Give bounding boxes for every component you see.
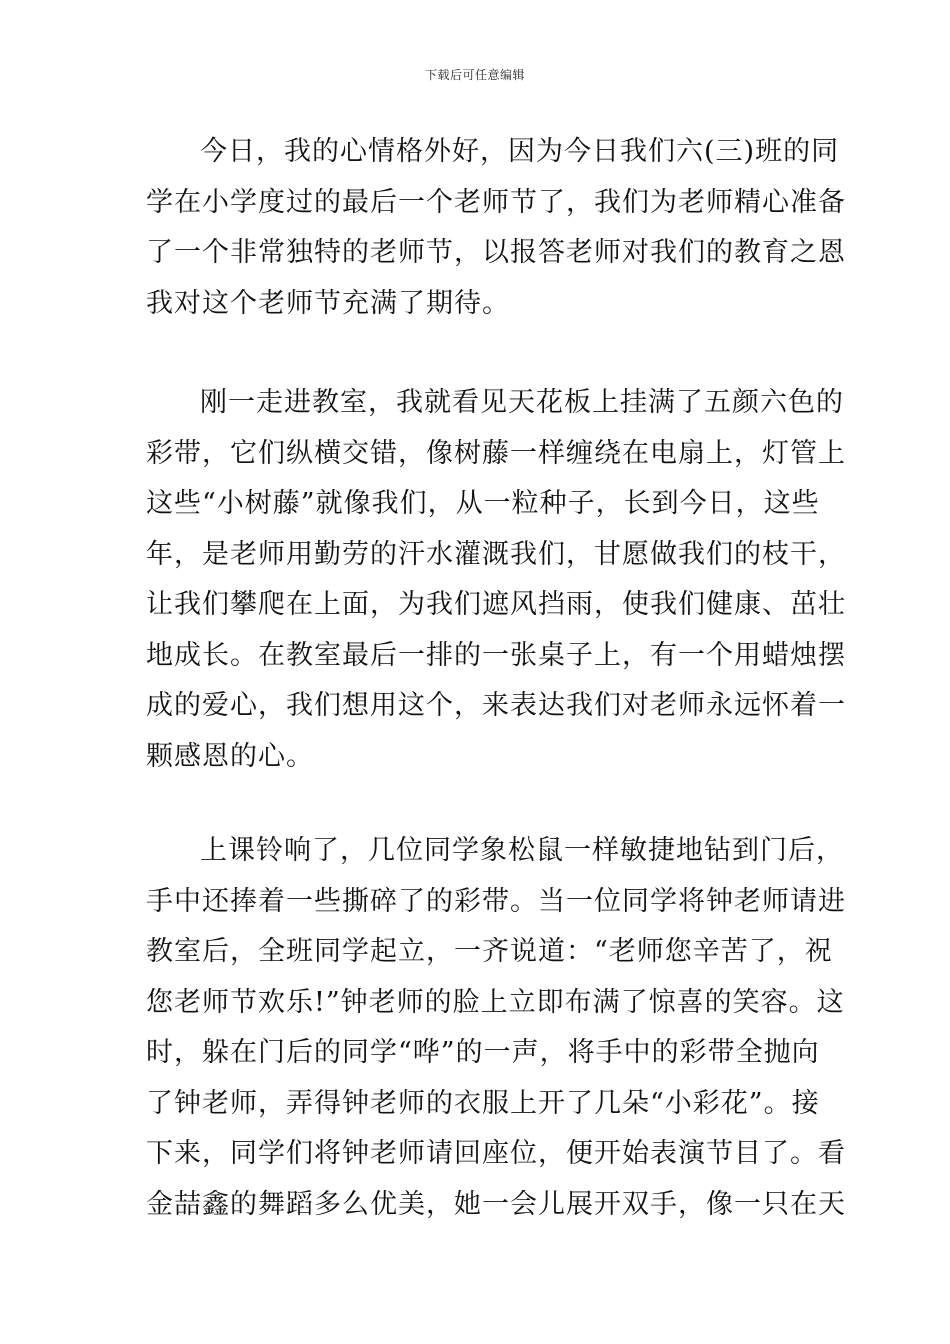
text-line: 让我们攀爬在上面，为我们遮风挡雨，使我们健康、茁壮 [146,589,846,620]
text-line: 了钟老师，弄得钟老师的衣服上开了几朵“小彩花”。接 [146,1087,820,1119]
text-line: 了一个非常独特的老师节，以报答老师对我们的教育之恩 [146,237,846,268]
paragraph-1 [146,127,846,329]
page-header: 下载后可任意编辑 [424,68,525,82]
text-line: 下来，同学们将钟老师请回座位，便开始表演节目了。看 [146,1138,846,1169]
text-line: 这些“小树藤”就像我们，从一粒种子，长到今日，这些 [146,488,820,519]
text-line: 学在小学度过的最后一个老师节了，我们为老师精心准备 [146,186,846,218]
text-line: 颗感恩的心。 [146,740,314,772]
text-line: 刚一走进教室，我就看见天花板上挂满了五颜六色的 [200,387,844,418]
text-line: 成的爱心，我们想用这个，来表达我们对老师永远怀着一 [146,690,846,721]
text-line: 年，是老师用勤劳的汗水灌溉我们，甘愿做我们的枝干， [146,538,846,570]
text-line: 时，躲在门后的同学“哗”的一声，将手中的彩带全抛向 [146,1037,820,1068]
text-line: 我对这个老师节充满了期待。 [146,287,510,319]
text-line: 您老师节欢乐!”钟老师的脸上立即布满了惊喜的笑容。这 [146,986,845,1018]
text-line: 教室后，全班同学起立，一齐说道：“老师您辛苦了，祝 [146,936,833,967]
paragraph-3 [146,826,846,1230]
text-line: 上课铃响了，几位同学象松鼠一样敏捷地钻到门后， [200,835,844,866]
text-line: 今日，我的心情格外好，因为今日我们六(三)班的同 [200,136,840,167]
text-line: 彩带，它们纵横交错，像树藤一样缠绕在电扇上，灯管上 [146,437,846,469]
text-line: 手中还捧着一些撕碎了的彩带。当一位同学将钟老师请进 [146,885,846,917]
paragraph-2 [146,378,846,782]
text-line: 金喆鑫的舞蹈多么优美，她一会儿展开双手，像一只在天 [146,1188,846,1220]
text-line: 地成长。在教室最后一排的一张桌子上，有一个用蜡烛摆 [146,639,846,671]
